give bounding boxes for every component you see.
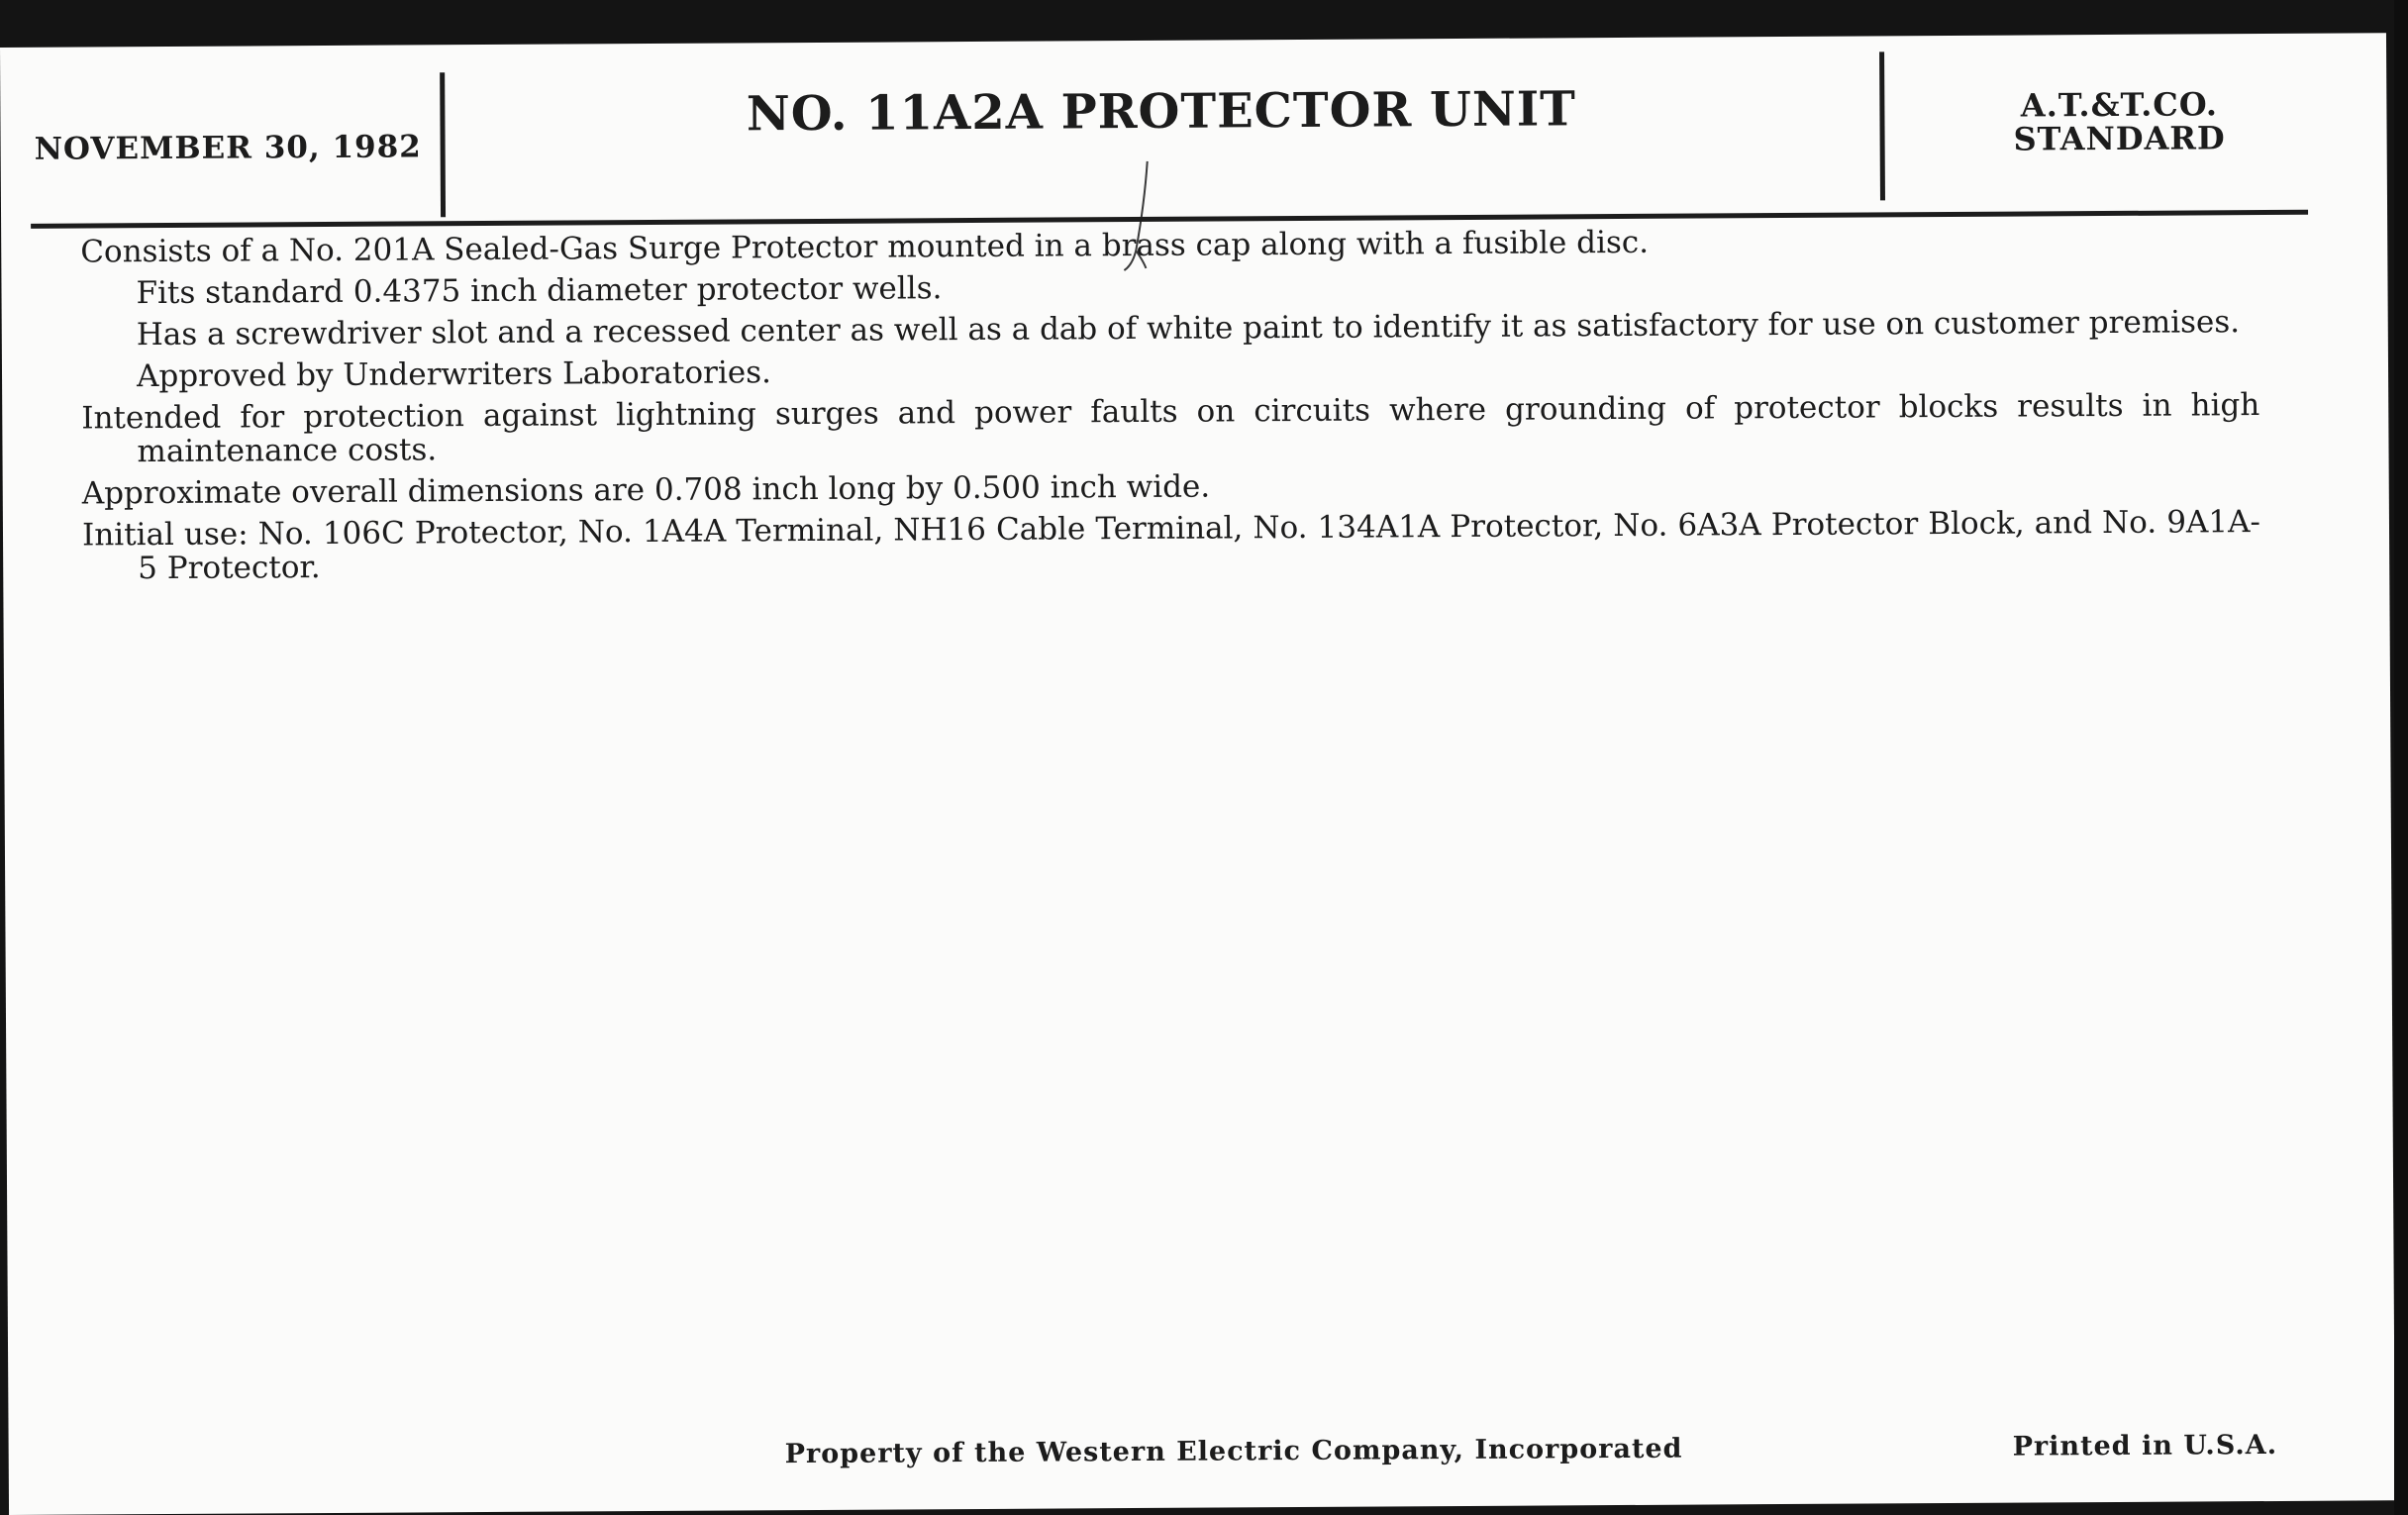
paragraph: Approved by Underwriters Laboratories. — [136, 354, 772, 395]
catalog-card — [0, 33, 2395, 1515]
header-divider-right — [1879, 51, 1885, 200]
page-title: NO. 11A2A PROTECTOR UNIT — [746, 81, 1577, 143]
paragraph: Has a screwdriver slot and a recessed center as well as a dab of white paint to identify it as satisfactory for use on customer premises. — [136, 304, 2241, 354]
standard-label — [1941, 87, 2297, 156]
issue-date: NOVEMBER 30, 1982 — [34, 129, 422, 167]
paragraph: Approximate overall dimensions are 0.708 inch long by 0.500 inch wide. — [81, 468, 1211, 512]
paragraph: Fits standard 0.4375 inch diameter protector wells. — [136, 270, 943, 312]
footer-printed: Printed in U.S.A. — [2012, 1429, 2278, 1463]
standard-line-1: A.T.&T.CO. — [2020, 85, 2219, 125]
footer-property: Property of the Western Electric Company, Incorporated — [784, 1433, 1683, 1470]
paragraph: Consists of a No. 201A Sealed-Gas Surge Protector mounted in a brass cap along with a fusible disc. — [80, 224, 1650, 270]
description-body — [80, 222, 2260, 593]
paragraph: Intended for protection against lightning surges and power faults on circuits where grounding of protector blocks results in high maintenance costs. — [81, 387, 2260, 470]
standard-line-2: STANDARD — [2013, 119, 2226, 158]
scan-border — [2394, 0, 2408, 1515]
paragraph: Initial use: No. 106C Protector, No. 1A4A Terminal, NH16 Cable Terminal, No. 134A1A Protector, No. 6A3A Protector Block, and No. 9A1A-5 Protector. — [81, 504, 2261, 587]
